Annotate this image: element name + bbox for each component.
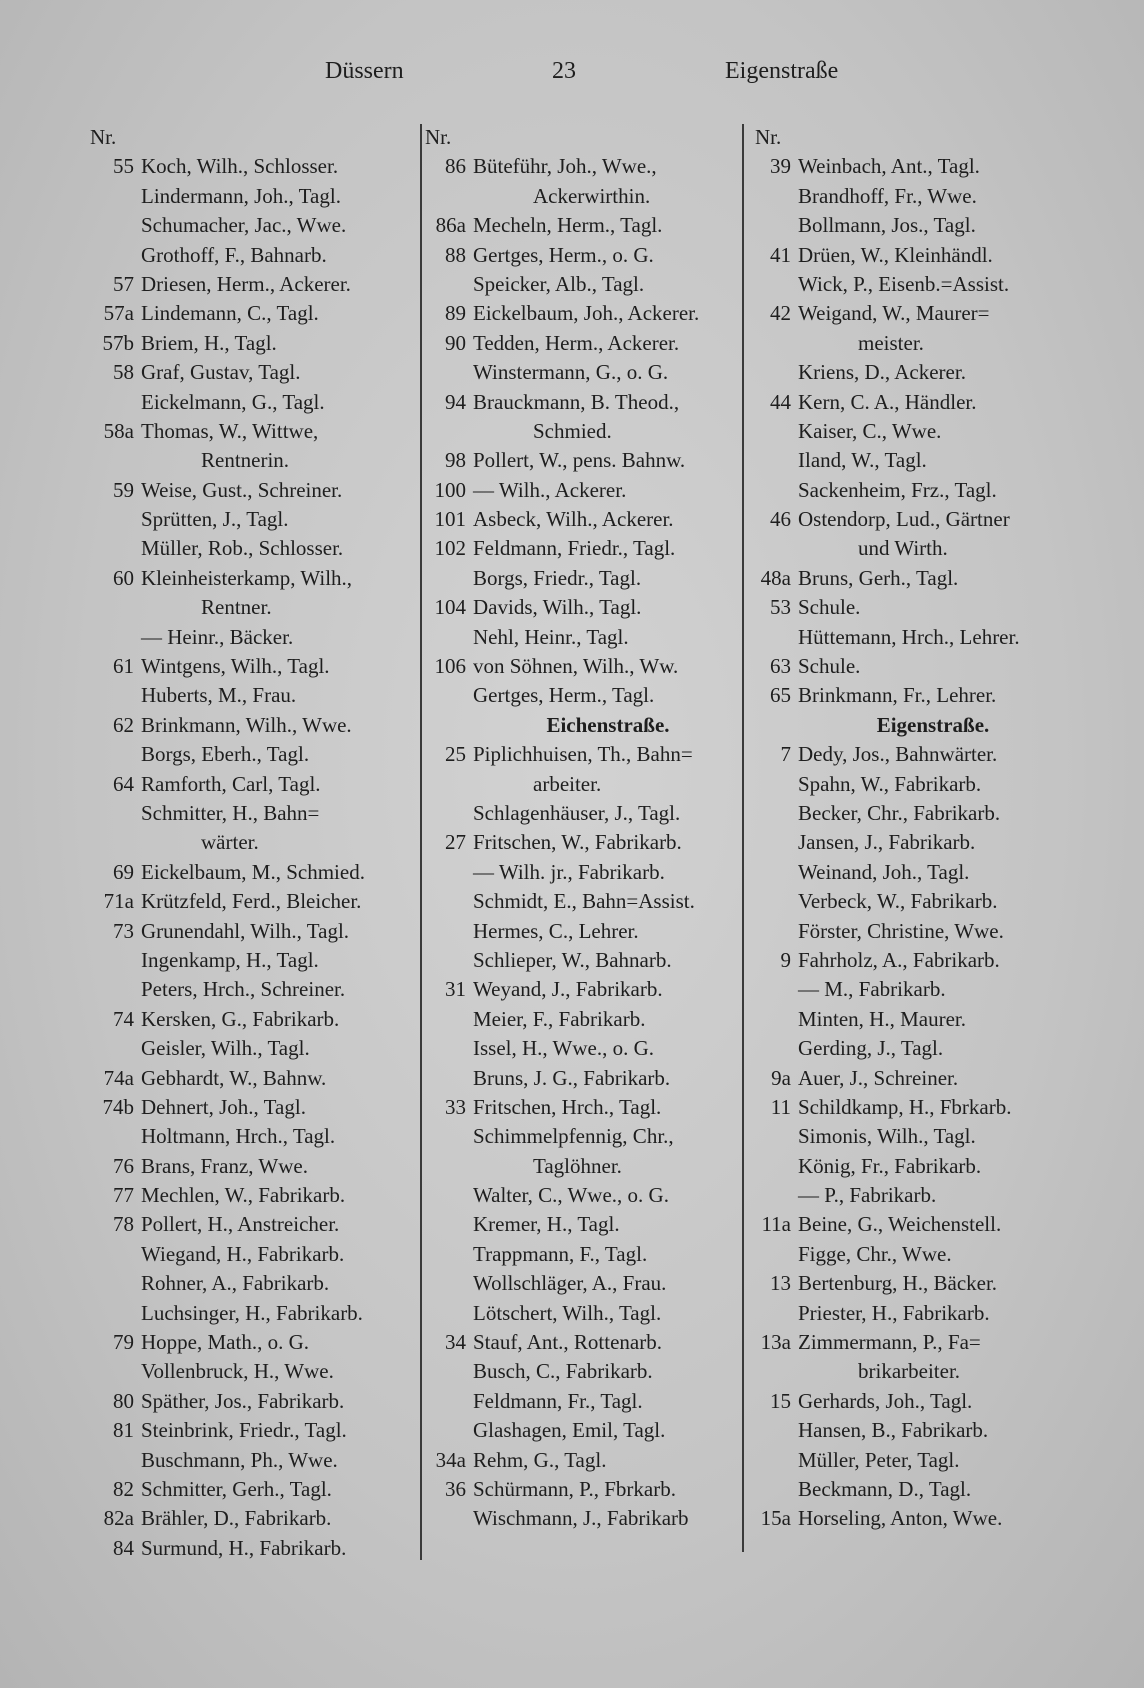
house-number: 79 [113, 1330, 134, 1355]
house-number: 74b [102, 1094, 134, 1119]
resident-text: Walter, C., Wwe., o. G. [473, 1183, 669, 1208]
house-number: 46 [770, 507, 791, 532]
resident-text: Nehl, Heinr., Tagl. [473, 624, 629, 649]
resident-text: Rentner. [201, 595, 272, 620]
house-number: 15a [760, 1506, 791, 1531]
house-number: 61 [113, 654, 134, 679]
house-number: 76 [113, 1153, 134, 1178]
house-number: 25 [445, 742, 466, 767]
resident-text: Drüen, W., Kleinhändl. [798, 242, 993, 267]
resident-text: Wischmann, J., Fabrikarb [473, 1506, 689, 1531]
resident-text: Becker, Chr., Fabrikarb. [798, 800, 1001, 825]
resident-text: Gerhards, Joh., Tagl. [798, 1388, 973, 1413]
resident-text: Fritschen, Hrch., Tagl. [473, 1094, 662, 1119]
resident-text: Luchsinger, H., Fabrikarb. [141, 1300, 363, 1325]
house-number: 15 [770, 1388, 791, 1413]
resident-text: Grothoff, F., Bahnarb. [141, 242, 327, 267]
house-number: 9 [780, 947, 791, 972]
house-number: 98 [445, 448, 466, 473]
resident-text: Bruns, Gerh., Tagl. [798, 565, 959, 590]
resident-text: Müller, Rob., Schlosser. [141, 536, 344, 561]
resident-text: Dedy, Jos., Bahnwärter. [798, 742, 998, 767]
resident-text: Hüttemann, Hrch., Lehrer. [798, 624, 1020, 649]
resident-text: Rentnerin. [201, 448, 290, 473]
house-number: 84 [113, 1535, 134, 1560]
house-number: 100 [434, 477, 466, 502]
house-number: 64 [113, 771, 134, 796]
resident-text: — M., Fabrikarb. [798, 977, 946, 1002]
house-number: 86a [435, 213, 466, 238]
resident-text: Gebhardt, W., Bahnw. [141, 1065, 327, 1090]
house-number: 11a [761, 1212, 791, 1237]
column-divider [742, 124, 744, 1552]
resident-text: Rohner, A., Fabrikarb. [141, 1271, 330, 1296]
resident-text: Fritschen, W., Fabrikarb. [473, 830, 682, 855]
resident-text: Büteführ, Joh., Wwe., [473, 154, 657, 179]
resident-text: Huberts, M., Frau. [141, 683, 297, 708]
house-number: 77 [113, 1183, 134, 1208]
page-number: 23 [552, 58, 576, 84]
resident-text: Schlagenhäuser, J., Tagl. [473, 800, 681, 825]
resident-text: Briem, H., Tagl. [141, 330, 277, 355]
resident-text: Buschmann, Ph., Wwe. [141, 1447, 338, 1472]
resident-text: Ackerwirthin. [533, 183, 651, 208]
resident-text: Koch, Wilh., Schlosser. [141, 154, 339, 179]
house-number: 13a [760, 1330, 791, 1355]
house-number: 62 [113, 712, 134, 737]
resident-text: Brähler, D., Fabrikarb. [141, 1506, 332, 1531]
resident-text: Eickelmann, G., Tagl. [141, 389, 325, 414]
resident-text: Brans, Franz, Wwe. [141, 1153, 308, 1178]
house-number: 55 [113, 154, 134, 179]
house-number: 31 [445, 977, 466, 1002]
resident-text: Gertges, Herm., Tagl. [473, 683, 655, 708]
resident-text: Fahrholz, A., Fabrikarb. [798, 947, 1000, 972]
house-number: 57 [113, 271, 134, 296]
resident-text: Eickelbaum, M., Schmied. [141, 859, 365, 884]
resident-text: Sprütten, J., Tagl. [141, 507, 289, 532]
resident-text: Horseling, Anton, Wwe. [798, 1506, 1003, 1531]
house-number: 53 [770, 595, 791, 620]
resident-text: Pollert, W., pens. Bahnw. [473, 448, 686, 473]
house-number: 41 [770, 242, 791, 267]
resident-text: — P., Fabrikarb. [798, 1183, 937, 1208]
resident-text: Schumacher, Jac., Wwe. [141, 213, 347, 238]
resident-text: Asbeck, Wilh., Ackerer. [473, 507, 674, 532]
resident-text: Davids, Wilh., Tagl. [473, 595, 642, 620]
resident-text: und Wirth. [858, 536, 948, 561]
resident-text: Bollmann, Jos., Tagl. [798, 213, 976, 238]
house-number: 27 [445, 830, 466, 855]
resident-text: Weise, Gust., Schreiner. [141, 477, 343, 502]
resident-text: Gertges, Herm., o. G. [473, 242, 654, 267]
resident-text: Lindemann, C., Tagl. [141, 301, 319, 326]
house-number: 11 [770, 1094, 791, 1119]
resident-text: Schlieper, W., Bahnarb. [473, 947, 672, 972]
house-number: 102 [434, 536, 466, 561]
resident-text: Müller, Peter, Tagl. [798, 1447, 960, 1472]
resident-text: Krützfeld, Ferd., Bleicher. [141, 889, 362, 914]
resident-text: — Wilh., Ackerer. [473, 477, 627, 502]
house-number: 34 [445, 1330, 466, 1355]
resident-text: Graf, Gustav, Tagl. [141, 360, 301, 385]
resident-text: Issel, H., Wwe., o. G. [473, 1036, 655, 1061]
resident-text: Steinbrink, Friedr., Tagl. [141, 1418, 347, 1443]
resident-text: Borgs, Friedr., Tagl. [473, 565, 642, 590]
resident-text: Ramforth, Carl, Tagl. [141, 771, 321, 796]
resident-text: Pollert, H., Anstreicher. [141, 1212, 340, 1237]
resident-text: Zimmermann, P., Fa= [798, 1330, 981, 1355]
house-number: 63 [770, 654, 791, 679]
resident-text: Geisler, Wilh., Tagl. [141, 1036, 310, 1061]
resident-text: Priester, H., Fabrikarb. [798, 1300, 990, 1325]
resident-text: Kremer, H., Tagl. [473, 1212, 620, 1237]
house-number: 101 [434, 507, 466, 532]
house-number: 73 [113, 918, 134, 943]
resident-text: wärter. [201, 830, 259, 855]
resident-text: Schule. [798, 654, 861, 679]
house-number: 104 [434, 595, 466, 620]
resident-text: Minten, H., Maurer. [798, 1006, 966, 1031]
house-number: 88 [445, 242, 466, 267]
resident-text: Brauckmann, B. Theod., [473, 389, 680, 414]
house-number: 57b [102, 330, 134, 355]
house-number: 58 [113, 360, 134, 385]
resident-text: Gerding, J., Tagl. [798, 1036, 944, 1061]
resident-text: Vollenbruck, H., Wwe. [141, 1359, 334, 1384]
resident-text: Lindermann, Joh., Tagl. [141, 183, 341, 208]
house-number: 58a [103, 418, 134, 443]
resident-text: Schule. [798, 595, 861, 620]
house-number: 82 [113, 1476, 134, 1501]
house-number: 106 [434, 654, 466, 679]
nr-label: Nr. [90, 125, 117, 149]
house-number: 90 [445, 330, 466, 355]
resident-text: Förster, Christine, Wwe. [798, 918, 1004, 943]
resident-text: Spahn, W., Fabrikarb. [798, 771, 982, 796]
house-number: 42 [770, 301, 791, 326]
resident-text: Schmied. [533, 418, 612, 443]
house-number: 78 [113, 1212, 134, 1237]
resident-text: Trappmann, F., Tagl. [473, 1241, 648, 1266]
resident-text: Wick, P., Eisenb.=Assist. [798, 271, 1010, 296]
resident-text: Hoppe, Math., o. G. [141, 1330, 309, 1355]
resident-text: Bruns, J. G., Fabrikarb. [473, 1065, 671, 1090]
resident-text: arbeiter. [533, 771, 602, 796]
running-head-place: Düssern [325, 58, 404, 84]
resident-text: Lötschert, Wilh., Tagl. [473, 1300, 662, 1325]
resident-text: — Heinr., Bäcker. [141, 624, 294, 649]
house-number: 65 [770, 683, 791, 708]
resident-text: Mechlen, W., Fabrikarb. [141, 1183, 346, 1208]
resident-text: Mecheln, Herm., Tagl. [473, 213, 663, 238]
resident-text: Dehnert, Joh., Tagl. [141, 1094, 306, 1119]
resident-text: König, Fr., Fabrikarb. [798, 1153, 982, 1178]
house-number: 44 [770, 389, 791, 414]
resident-text: Driesen, Herm., Ackerer. [141, 271, 351, 296]
house-number: 89 [445, 301, 466, 326]
resident-text: Hermes, C., Lehrer. [473, 918, 639, 943]
resident-text: Glashagen, Emil, Tagl. [473, 1418, 666, 1443]
resident-text: Busch, C., Fabrikarb. [473, 1359, 653, 1384]
resident-text: Ingenkamp, H., Tagl. [141, 947, 319, 972]
resident-text: Späther, Jos., Fabrikarb. [141, 1388, 345, 1413]
resident-text: Surmund, H., Fabrikarb. [141, 1535, 347, 1560]
house-number: 7 [780, 742, 791, 767]
resident-text: Schildkamp, H., Fbrkarb. [798, 1094, 1012, 1119]
resident-text: Schmitter, Gerh., Tagl. [141, 1476, 332, 1501]
house-number: 69 [113, 859, 134, 884]
house-number: 94 [445, 389, 466, 414]
house-number: 39 [770, 154, 791, 179]
resident-text: Tedden, Herm., Ackerer. [473, 330, 680, 355]
resident-text: Wollschläger, A., Frau. [473, 1271, 667, 1296]
resident-text: Holtmann, Hrch., Tagl. [141, 1124, 336, 1149]
resident-text: Iland, W., Tagl. [798, 448, 927, 473]
house-number: 81 [113, 1418, 134, 1443]
resident-text: Piplichhuisen, Th., Bahn= [473, 742, 693, 767]
resident-text: Wiegand, H., Fabrikarb. [141, 1241, 345, 1266]
column-divider [420, 124, 422, 1560]
resident-text: Weinand, Joh., Tagl. [798, 859, 970, 884]
resident-text: Simonis, Wilh., Tagl. [798, 1124, 976, 1149]
street-name: Eichenstraße. [546, 712, 670, 737]
resident-text: Verbeck, W., Fabrikarb. [798, 889, 998, 914]
resident-text: — Wilh. jr., Fabrikarb. [473, 859, 665, 884]
resident-text: Peters, Hrch., Schreiner. [141, 977, 346, 1002]
resident-text: Jansen, J., Fabrikarb. [798, 830, 976, 855]
resident-text: Beine, G., Weichenstell. [798, 1212, 1002, 1237]
house-number: 13 [770, 1271, 791, 1296]
resident-text: Thomas, W., Wittwe, [141, 418, 319, 443]
resident-text: Taglöhner. [533, 1153, 622, 1178]
resident-text: Grunendahl, Wilh., Tagl. [141, 918, 350, 943]
resident-text: Schürmann, P., Fbrkarb. [473, 1476, 676, 1501]
resident-text: Kaiser, C., Wwe. [798, 418, 942, 443]
resident-text: Auer, J., Schreiner. [798, 1065, 959, 1090]
nr-label: Nr. [425, 125, 452, 149]
house-number: 59 [113, 477, 134, 502]
house-number: 74 [113, 1006, 134, 1031]
resident-text: Kersken, G., Fabrikarb. [141, 1006, 340, 1031]
resident-text: Sackenheim, Frz., Tagl. [798, 477, 997, 502]
resident-text: Ostendorp, Lud., Gärtner [798, 507, 1010, 532]
nr-label: Nr. [755, 125, 782, 149]
house-number: 60 [113, 565, 134, 590]
resident-text: Schmidt, E., Bahn=Assist. [473, 889, 695, 914]
running-head-street: Eigenstraße [725, 58, 839, 84]
resident-text: Kleinheisterkamp, Wilh., [141, 565, 353, 590]
resident-text: Brandhoff, Fr., Wwe. [798, 183, 977, 208]
resident-text: Bertenburg, H., Bäcker. [798, 1271, 998, 1296]
resident-text: Weyand, J., Fabrikarb. [473, 977, 663, 1002]
house-number: 74a [103, 1065, 134, 1090]
resident-text: Kriens, D., Ackerer. [798, 360, 966, 385]
resident-text: Borgs, Eberh., Tagl. [141, 742, 310, 767]
resident-text: Feldmann, Fr., Tagl. [473, 1388, 643, 1413]
resident-text: von Söhnen, Wilh., Ww. [473, 654, 679, 679]
street-name: Eigenstraße. [876, 712, 990, 737]
resident-text: Beckmann, D., Tagl. [798, 1476, 972, 1501]
resident-text: Eickelbaum, Joh., Ackerer. [473, 301, 700, 326]
resident-text: Schimmelpfennig, Chr., [473, 1124, 674, 1149]
house-number: 71a [103, 889, 134, 914]
house-number: 57a [103, 301, 134, 326]
resident-text: meister. [858, 330, 924, 355]
resident-text: Schmitter, H., Bahn= [141, 800, 320, 825]
resident-text: Brinkmann, Fr., Lehrer. [798, 683, 997, 708]
resident-text: Weigand, W., Maurer= [798, 301, 990, 326]
resident-text: brikarbeiter. [858, 1359, 961, 1384]
resident-text: Stauf, Ant., Rottenarb. [473, 1330, 662, 1355]
resident-text: Brinkmann, Wilh., Wwe. [141, 712, 352, 737]
resident-text: Hansen, B., Fabrikarb. [798, 1418, 989, 1443]
resident-text: Feldmann, Friedr., Tagl. [473, 536, 676, 561]
resident-text: Meier, F., Fabrikarb. [473, 1006, 646, 1031]
resident-text: Speicker, Alb., Tagl. [473, 271, 645, 296]
resident-text: Figge, Chr., Wwe. [798, 1241, 952, 1266]
house-number: 36 [445, 1476, 466, 1501]
house-number: 82a [103, 1506, 134, 1531]
house-number: 86 [445, 154, 466, 179]
house-number: 33 [445, 1094, 466, 1119]
house-number: 48a [760, 565, 791, 590]
house-number: 34a [435, 1447, 466, 1472]
resident-text: Kern, C. A., Händler. [798, 389, 977, 414]
house-number: 9a [771, 1065, 791, 1090]
house-number: 80 [113, 1388, 134, 1413]
resident-text: Rehm, G., Tagl. [473, 1447, 607, 1472]
resident-text: Wintgens, Wilh., Tagl. [141, 654, 330, 679]
resident-text: Weinbach, Ant., Tagl. [798, 154, 980, 179]
resident-text: Winstermann, G., o. G. [473, 360, 669, 385]
